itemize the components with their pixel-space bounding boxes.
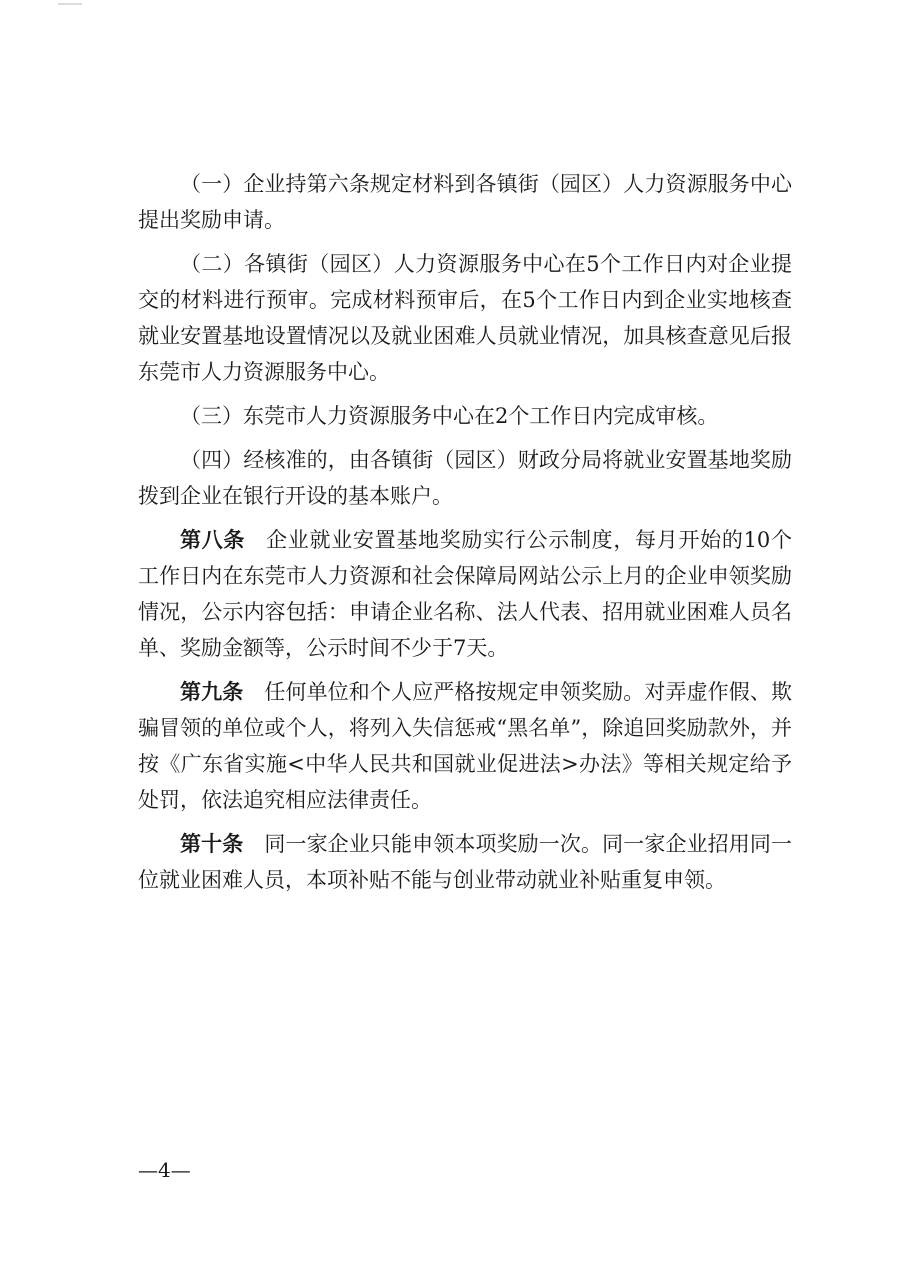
paragraph-text: （二）各镇街（园区）人力资源服务中心在5个工作日内对企业提交的材料进行预审。完成材料预审后，在5个工作日内到企业实地核查就业安置基地设置情况以及就业困难人员就业情况，加具核查意见后报东莞市人力资源服务中心。 — [138, 252, 792, 384]
article-label: 第八条 — [180, 528, 246, 552]
paragraph-text: （四）经核准的，由各镇街（园区）财政分局将就业安置基地奖励拨到企业在银行开设的基本账户。 — [138, 448, 792, 508]
article-10 — [138, 826, 792, 906]
paragraph-step-2 — [138, 246, 792, 398]
paragraph-step-1 — [138, 166, 792, 246]
article-label: 第十条 — [180, 832, 244, 856]
paragraph-text: （一）企业持第六条规定材料到各镇街（园区）人力资源服务中心提出奖励申请。 — [138, 172, 792, 232]
page-number: —4— — [138, 1158, 191, 1182]
paragraph-text: 任何单位和个人应严格按规定申领奖励。对弄虚作假、欺骗冒领的单位或个人，将列入失信惩戒“黑名单”，除追回奖励款外，并按《广东省实施<中华人民共和国就业促进法>办法》等相关规定给予处罚，依法追究相应法律责任。 — [138, 680, 793, 812]
paragraph-text: 同一家企业只能申领本项奖励一次。同一家企业招用同一位就业困难人员，本项补贴不能与创业带动就业补贴重复申领。 — [138, 832, 793, 892]
scan-mark — [58, 3, 82, 5]
paragraph-text: （三）东莞市人力资源服务中心在2个工作日内完成审核。 — [180, 404, 719, 428]
article-9 — [138, 674, 792, 826]
paragraph-step-3 — [138, 398, 792, 442]
article-8 — [138, 522, 792, 674]
document-body — [138, 166, 792, 906]
paragraph-text: 企业就业安置基地奖励实行公示制度，每月开始的10个工作日内在东莞市人力资源和社会保障局网站公示上月的企业申领奖励情况，公示内容包括：申请企业名称、法人代表、招用就业困难人员名单、奖励金额等，公示时间不少于7天。 — [138, 528, 792, 660]
paragraph-step-4 — [138, 442, 792, 522]
article-label: 第九条 — [180, 680, 244, 704]
